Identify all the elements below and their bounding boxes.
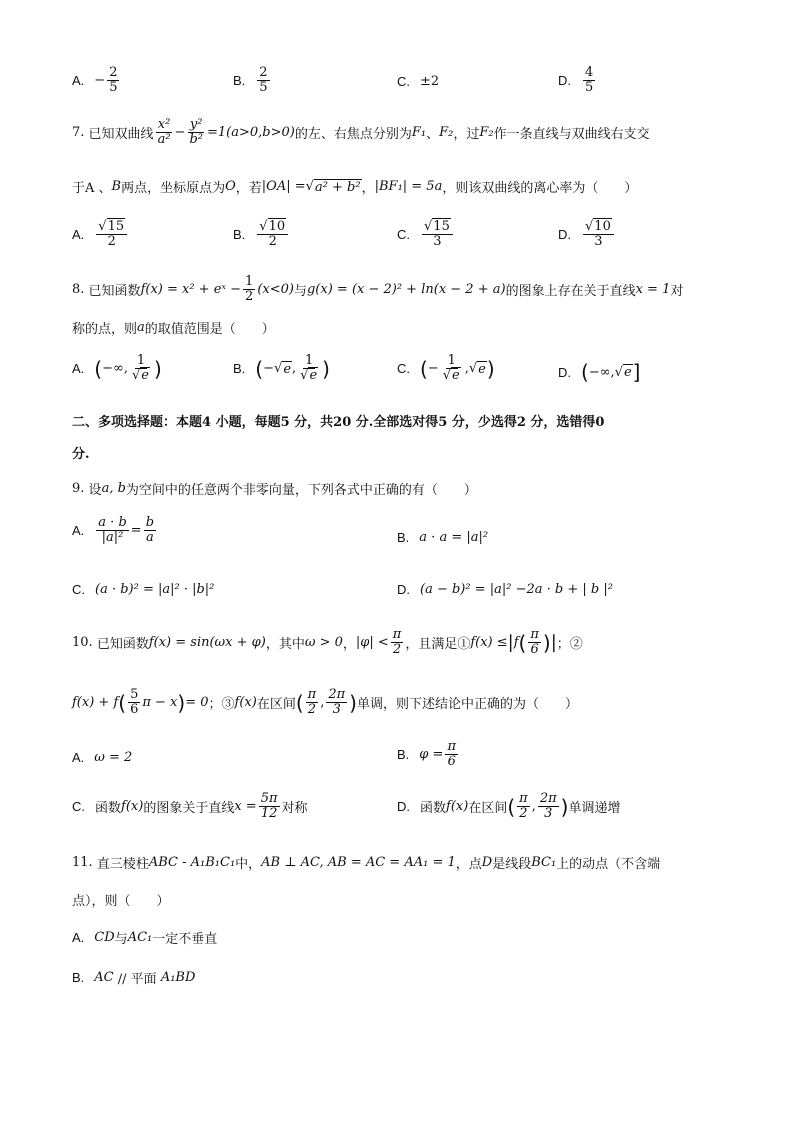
- option-label: C.: [72, 582, 85, 597]
- radicand: e: [283, 361, 292, 377]
- equals-zero: = 0: [185, 695, 209, 711]
- question-text: 于A 、: [72, 181, 112, 196]
- numerator: 5: [130, 687, 139, 702]
- question-text: 点），则（ ）: [72, 894, 170, 909]
- question-text: 上的动点（不含端: [556, 857, 661, 872]
- numerator: π: [530, 627, 539, 642]
- option-label: C.: [397, 74, 410, 89]
- question-text: 的图象上存在关于直线: [505, 284, 636, 300]
- denominator: 3: [544, 806, 553, 822]
- hyperbola-y-term: $\frac{\text{y²}}{\text{b²}}$: [189, 117, 203, 148]
- segment-cd: CD: [94, 930, 115, 945]
- condition-oa: |OA| =: [261, 179, 306, 194]
- question-text: ，点: [455, 857, 482, 872]
- function-name: f: [513, 635, 519, 651]
- denominator: 2: [268, 234, 277, 250]
- numerator: b: [145, 515, 155, 530]
- variable-a: a: [137, 320, 145, 335]
- focus-f2: F₂: [439, 125, 454, 141]
- q8-line-1: [72, 275, 722, 305]
- option-label: B.: [233, 227, 246, 243]
- q10-line-2: f(x) + f ( $\frac{5}{6}$ π − x ) = 0 ；③ f(x) 在区间 ( $\frac{\pi}{2}$ , $\frac{2\pi}{3}$ ) 单调，则下述结论中正确的为（ ）: [72, 687, 578, 718]
- question-text: 在区间: [256, 697, 296, 713]
- point-d: D: [481, 855, 493, 870]
- radicand: e: [623, 365, 632, 380]
- question-text: 已知双曲线: [88, 127, 154, 143]
- numerator: 2π: [328, 687, 346, 702]
- fraction: [538, 792, 559, 822]
- question-text: 已知函数: [96, 637, 149, 653]
- option-label: A.: [72, 361, 85, 377]
- q11-line-2: [72, 890, 722, 909]
- question-text: ，若: [235, 181, 262, 196]
- q10-option-a[interactable]: [72, 750, 132, 765]
- separator: ，: [361, 181, 375, 196]
- option-text: a · a = |a|²: [419, 530, 489, 545]
- q8-option-a[interactable]: A. ( −∞, $\frac{1}{√e}$ ): [72, 353, 162, 384]
- question-text: ，过: [453, 127, 480, 143]
- focus-f1: F₁: [411, 125, 427, 141]
- question-text: 单调，则下述结论中正确的为（ ）: [356, 697, 578, 713]
- question-text: 为空间中的任意两个非零向量，下列各式中正确的有（ ）: [125, 483, 477, 498]
- function-f: f(x): [446, 799, 469, 815]
- condition-bf1: |BF₁| = 5a: [374, 179, 443, 194]
- q10-option-c[interactable]: [72, 792, 308, 822]
- q8-option-c[interactable]: C. ( − $\frac{1}{√e}$ , √ e ): [397, 353, 495, 384]
- denominator: 6: [447, 754, 456, 770]
- minus-sign: −: [263, 361, 275, 377]
- numerator: 5π: [260, 791, 278, 806]
- question-text: 中，: [235, 857, 262, 872]
- minus-sign: −: [427, 361, 439, 377]
- denominator: |a|²: [101, 530, 124, 546]
- numerator: π: [447, 739, 456, 754]
- numerator: 2: [109, 65, 118, 80]
- function-f: f(x) = x² + eˣ −: [140, 282, 242, 298]
- segment: BC₁: [531, 855, 557, 870]
- option-text: 函数: [420, 801, 447, 817]
- q10-option-d[interactable]: D. 函数 f(x) 在区间 ( $\frac{\pi}{2}$ , $\frac{2\pi}{3}$ ) 单调递增: [397, 791, 621, 822]
- separator: 、: [426, 127, 440, 143]
- numerator: 2: [259, 65, 268, 80]
- q9-line-1: [72, 479, 722, 498]
- option-text: (a − b)² = |a|² −2a · b + | b |²: [420, 582, 613, 597]
- numerator: 2π: [539, 791, 557, 806]
- separator: ,: [531, 799, 536, 815]
- radicand: a² + b²: [314, 179, 361, 195]
- fraction: [107, 66, 119, 96]
- numerator: 1: [245, 274, 254, 289]
- q10-option-b[interactable]: [397, 740, 460, 770]
- fraction: $\frac{√10}{3}$: [583, 220, 614, 250]
- option-label: B.: [397, 530, 410, 545]
- segment-ac: AC: [94, 970, 114, 985]
- point-o: O: [225, 179, 236, 194]
- denominator: 5: [259, 80, 268, 96]
- radicand: e: [478, 361, 486, 377]
- separator: ，: [342, 637, 356, 653]
- option-label: B.: [233, 73, 246, 89]
- fraction: [243, 275, 255, 305]
- question-text: 称的点，则: [72, 322, 138, 337]
- numerator: 1: [447, 353, 456, 368]
- fraction: $\frac{1}{√e}$: [300, 353, 318, 384]
- question-text: 对: [670, 284, 684, 300]
- question-number: 9.: [72, 481, 85, 496]
- focus-f2: F₂: [479, 125, 494, 141]
- denominator: 12: [260, 806, 278, 822]
- fraction: $\frac{√10}{2}$: [257, 220, 288, 250]
- q11-option-b[interactable]: [72, 968, 195, 987]
- condition-1: f(x) ≤: [470, 635, 508, 651]
- heading-text: 分.: [72, 447, 90, 462]
- question-text: ；③: [208, 697, 235, 713]
- question-text: ，且满足①: [405, 637, 471, 653]
- option-text: ±2: [420, 74, 440, 89]
- point-b: B: [111, 179, 122, 194]
- option-label: D.: [558, 73, 571, 89]
- q7-option-a[interactable]: [72, 220, 129, 250]
- separator: ,: [464, 361, 469, 377]
- q9-option-a[interactable]: [72, 516, 158, 546]
- fraction: [445, 740, 458, 770]
- denominator: 3: [332, 702, 341, 718]
- option-label: D.: [397, 582, 410, 597]
- separator: ,: [292, 361, 297, 377]
- hyperbola-x-term: $\frac{\text{x²}}{\text{a²}}$: [157, 117, 171, 148]
- heading-text: 二、多项选择题：本题4 小题，每题5 分，共20 分.全部选对得5 分，少选得2 分，选错得0: [72, 415, 605, 430]
- denominator: 3: [594, 234, 603, 250]
- q9-option-c[interactable]: [72, 582, 214, 597]
- question-number: 11.: [72, 855, 93, 870]
- function-f: f(x): [121, 799, 144, 815]
- fraction: [96, 516, 128, 546]
- radicand: 15: [107, 219, 125, 234]
- line-eq: x =: [234, 799, 257, 815]
- denominator: 6: [130, 702, 139, 718]
- question-text: ，则该双曲线的离心率为（ ）: [442, 181, 638, 196]
- q11-option-a[interactable]: [72, 928, 217, 947]
- equals-sign: =: [130, 523, 142, 539]
- interval-left: −∞,: [588, 364, 615, 380]
- q11-line-1: [72, 853, 722, 872]
- option-label: C.: [72, 799, 85, 815]
- question-text: 与: [293, 284, 307, 300]
- q9-option-d[interactable]: [397, 582, 613, 597]
- option-label: A.: [72, 750, 85, 765]
- q8-option-d[interactable]: D. ( −∞, √ e ]: [558, 360, 641, 384]
- q7-line-1: 7. 已知双曲线 $\frac{\text{x²}}{\text{a²}}$ − $\frac{\text{y²}}{\text{b²}}$ =1(a>0,b>0) 的左、右焦点分别为 F₁ 、 F₂ ，过 F₂ 作一条直线与双曲线右支交: [72, 117, 650, 148]
- phi-condition: |φ| <: [355, 635, 389, 651]
- option-label: A.: [72, 523, 85, 539]
- option-label: B.: [72, 970, 85, 985]
- question-number: 7.: [72, 125, 85, 141]
- fraction: [128, 688, 140, 718]
- question-text: 两点，坐标原点为: [121, 181, 226, 196]
- option-label: A.: [72, 227, 85, 243]
- question-text: ；②: [556, 637, 583, 653]
- denominator: 5: [585, 80, 594, 96]
- expression: π − x: [142, 695, 178, 711]
- numerator: π: [519, 791, 528, 806]
- minus-sign: −: [94, 73, 106, 89]
- vector-vars: a, b: [101, 481, 126, 496]
- q6-option-c[interactable]: [397, 74, 439, 89]
- question-text: 的左、右焦点分别为: [294, 127, 412, 143]
- fraction: [306, 688, 319, 718]
- q6-option-b[interactable]: [233, 66, 272, 96]
- fraction: $\frac{1}{√e}$: [442, 353, 460, 384]
- option-label: D.: [397, 799, 410, 815]
- separator: ,: [320, 695, 325, 711]
- q8-option-b[interactable]: B. ( − √ e , $\frac{1}{√e}$ ): [233, 353, 330, 384]
- plane-name: A₁BD: [160, 970, 196, 985]
- option-text: 函数: [95, 801, 122, 817]
- radicand: 10: [268, 219, 286, 234]
- fraction: $\frac{1}{√e}$: [131, 353, 149, 384]
- numerator: 1: [305, 353, 314, 368]
- radicand: 15: [433, 219, 450, 234]
- q7-option-d[interactable]: [558, 220, 616, 250]
- option-label: D.: [558, 364, 571, 380]
- numerator: π: [307, 687, 317, 702]
- numerator: a · b: [98, 515, 127, 530]
- question-text: 是线段: [492, 857, 532, 872]
- option-text: ω = 2: [94, 750, 133, 765]
- fraction: [144, 516, 156, 546]
- option-text: (a · b)² = |a|² · |b|²: [95, 582, 215, 597]
- option-text: 单调递增: [568, 801, 621, 817]
- option-label: A.: [72, 930, 85, 945]
- denominator: 3: [433, 234, 442, 250]
- numerator: π: [392, 627, 402, 642]
- option-text: 与: [114, 932, 128, 947]
- function-g: g(x) = (x − 2)² + ln(x − 2 + a): [306, 282, 506, 298]
- q9-option-b[interactable]: [397, 530, 488, 545]
- symmetry-line: x = 1: [635, 282, 671, 298]
- section-heading: [72, 411, 722, 430]
- option-text: 对称: [281, 801, 308, 817]
- denominator: 2: [107, 234, 116, 250]
- option-label: B.: [233, 361, 246, 377]
- question-text: 作一条直线与双曲线右支交: [493, 127, 650, 143]
- numerator: 4: [585, 65, 594, 80]
- radicand: e: [309, 368, 318, 384]
- fraction: [326, 688, 347, 718]
- denominator: 2: [392, 642, 402, 658]
- q7-option-b[interactable]: [233, 220, 290, 250]
- radicand: e: [452, 368, 460, 384]
- q6-option-a[interactable]: [72, 66, 121, 96]
- omega-condition: ω > 0: [304, 635, 343, 651]
- radicand: e: [141, 368, 149, 384]
- q7-line-2: 于A 、 B 两点，坐标原点为 O ，若 |OA| = √ a² + b² ， |BF₁| = 5a ，则该双曲线的离心率为（ ）: [72, 179, 638, 196]
- question-number: 10.: [72, 635, 93, 651]
- question-text: ，其中: [265, 637, 305, 653]
- option-text: 在区间: [468, 801, 508, 817]
- radicand: 10: [594, 219, 611, 234]
- fraction: [528, 628, 541, 658]
- denominator: 2: [307, 702, 317, 718]
- q6-option-d[interactable]: [558, 66, 597, 96]
- interval-left: −∞,: [102, 361, 128, 377]
- fraction: [259, 792, 280, 822]
- prism-name: ABC - A₁B₁C₁: [148, 855, 236, 870]
- numerator: 1: [136, 353, 146, 368]
- fraction: [583, 66, 595, 96]
- denominator: 5: [109, 80, 118, 96]
- option-label: A.: [72, 73, 85, 89]
- domain-condition: (x<0): [257, 282, 294, 298]
- function-f: f(x) = sin(ωx + φ): [148, 635, 266, 651]
- option-text: 的图象关于直线: [143, 801, 235, 817]
- option-label: C.: [397, 361, 410, 377]
- segment-ac1: AC₁: [127, 930, 153, 945]
- condition-2: f(x) + f: [72, 695, 119, 711]
- denominator: a: [145, 530, 154, 546]
- q7-option-c[interactable]: [397, 220, 455, 250]
- condition: AB ⊥ AC, AB = AC = AA₁ = 1: [261, 855, 456, 870]
- denominator: 6: [530, 642, 539, 658]
- question-number: 8.: [72, 282, 85, 298]
- denominator: 2: [245, 289, 254, 305]
- denominator: 2: [519, 806, 528, 822]
- fraction: $\frac{√15}{2}$: [96, 220, 127, 250]
- option-text: φ =: [419, 747, 444, 763]
- option-label: C.: [397, 227, 410, 243]
- option-text: // 平面: [117, 972, 157, 987]
- fraction: [517, 792, 530, 822]
- fraction: $\frac{√15}{3}$: [422, 220, 453, 250]
- q10-line-1: 10. 已知函数 f(x) = sin(ωx + φ) ，其中 ω > 0 ， |φ| < $\frac{\pi}{2}$ ，且满足① f(x) ≤ | f ( $\frac{\pi}{6}$ ) | ；②: [72, 627, 583, 658]
- option-label: D.: [558, 227, 571, 243]
- section-heading-cont: [72, 443, 722, 462]
- option-text: 一定不垂直: [152, 932, 218, 947]
- question-text: 已知函数: [88, 284, 141, 300]
- option-label: B.: [397, 747, 410, 763]
- question-text: 的取值范围是（ ）: [144, 322, 275, 337]
- function-f: f(x): [234, 695, 257, 711]
- hyperbola-equation: =1(a>0,b>0): [206, 125, 295, 141]
- fraction: [257, 66, 269, 96]
- question-text: 设: [88, 483, 102, 498]
- fraction: [391, 628, 404, 658]
- q8-line-2: [72, 318, 722, 337]
- question-text: 直三棱柱: [96, 857, 149, 872]
